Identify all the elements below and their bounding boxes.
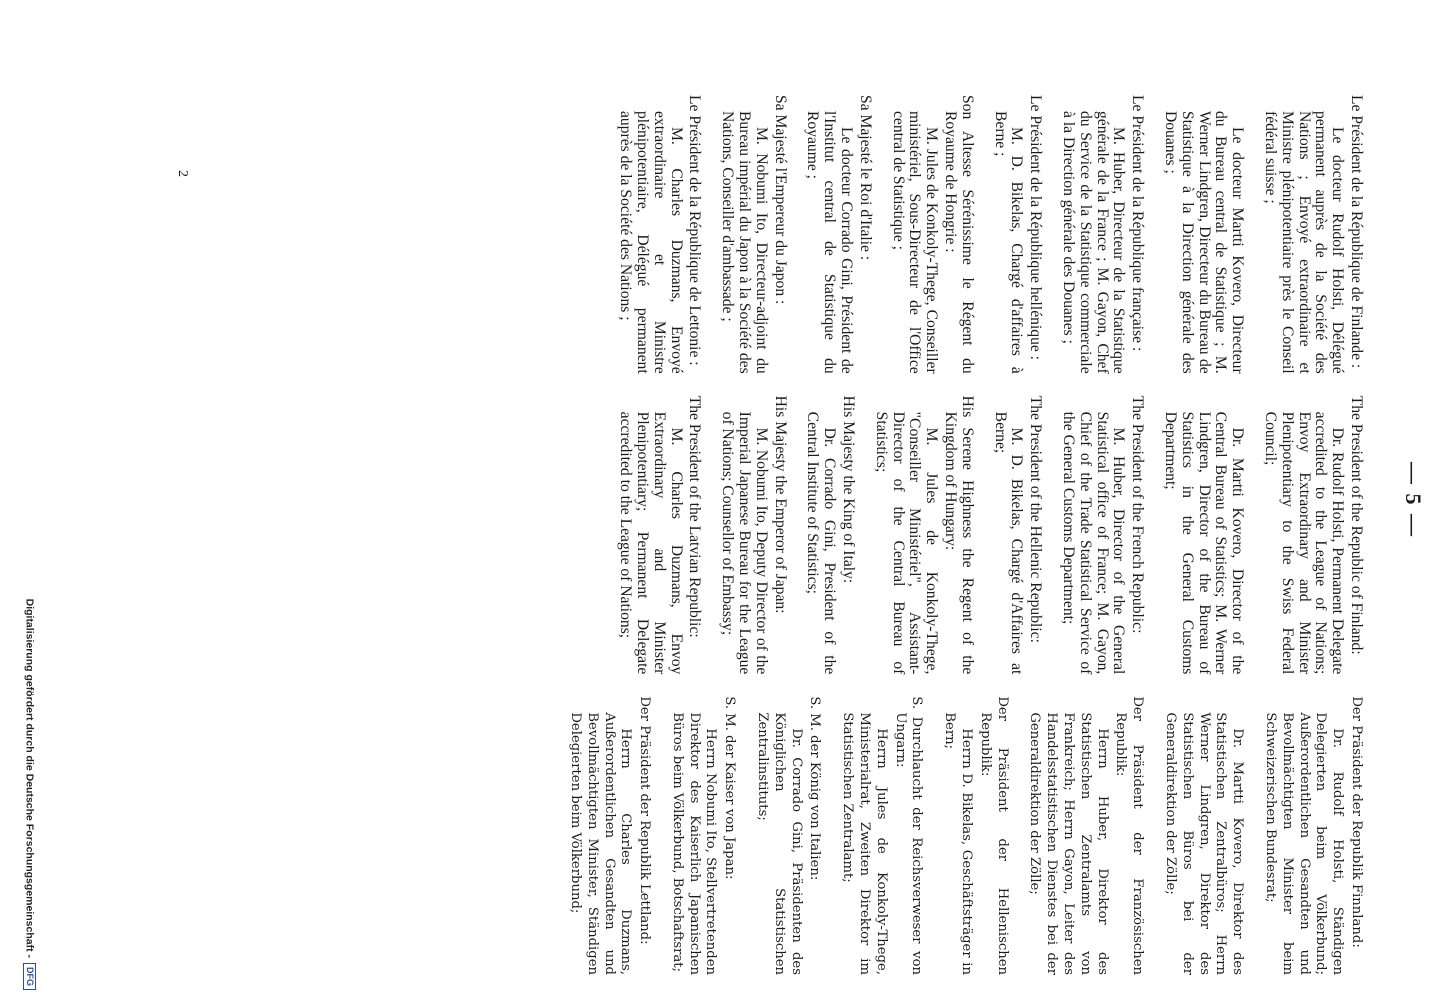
sovereign-heading: The President of the French Republic: <box>1129 395 1147 634</box>
entry-hungary <box>872 396 975 675</box>
delegate-text: M. Huber, Director of the General Statistical office of France; M. Gayon, Chief of the Trade Statistical Service of the General Customs Department; <box>1060 411 1128 675</box>
entry-france <box>1059 95 1145 374</box>
entry-finland-experts <box>1161 696 1245 975</box>
delegate-text: Herrn Nobumi Ito, Stellvertretenden Direktor des Kaiserlich Japanischen Büros beim Völkerbund, Botschaftsrat; <box>669 712 719 976</box>
delegate-text: Dr. Corrado Gini, Präsidenten des Königlichen Statistischen Zentralinstituts; <box>755 712 804 976</box>
entry-latvia <box>617 396 703 675</box>
entry-italy <box>753 696 822 975</box>
delegate-text: Le docteur Martti Kovero, Directeur du Bureau central de Statistique ; M. Werner Lindgren, Directeur du Bureau de Statistique à la Direction générale des Douanes ; <box>1162 111 1247 374</box>
delegate-text: M. D. Bikelas, Chargé d'affaires à Berne ; <box>991 111 1026 374</box>
sovereign-heading: The President of the Republic of Finland: <box>1348 395 1365 655</box>
delegate-text: Dr. Corrado Gini, President of the Central Institute of Statistics; <box>804 411 839 675</box>
delegate-text: M. Nobumi Ito, Deputy Director of the Imperial Japanese Bureau for the League of Nations; Counsellor of Embassy; <box>719 411 770 675</box>
sovereign-heading: Le Président de la République de Finlande : <box>1348 95 1365 369</box>
delegate-text: Herrn Huber, Direktor des Statistischen Zentralamts von Frankreich; Herrn Gayon, Leiter des Handelsstatistischen Dienstes bei der Generaldirektion der Zölle; <box>1027 712 1110 976</box>
entry-latvia <box>566 696 652 975</box>
entry-hungary <box>838 696 924 975</box>
delegate-text: M. Jules de Konkoly-Thege, Conseiller ministériel, Sous-Directeur de l'Office central de Statistique ; <box>889 111 941 374</box>
entry-greece <box>991 396 1043 675</box>
entry-hungary <box>889 95 975 374</box>
delegate-text: M. Nobumi Ito, Directeur-adjoint du Bureau impérial du Japon à la Société des Nations, Conseiller d'ambassade ; <box>719 111 770 374</box>
delegate-text: Herrn D. Bikelas, Geschäftsträger in Bern; <box>942 712 975 976</box>
sovereign-heading: Le Président de la République hellénique : <box>1027 95 1045 361</box>
credit-text: Digitalisierung gefördert durch die Deutsche Forschungsgemeinschaft - <box>23 598 36 958</box>
sovereign-heading: Der Präsident der Republik Lettland: <box>637 696 653 945</box>
delegate-text: M. Jules de Konkoly-Thege, "Conseiller Ministériel", Assistant-Director of the Central Bureau of Statistics; <box>872 411 941 675</box>
delegate-text: Dr. Martti Kovero, Director of the Central Bureau of Statistics; M. Werner Lindgren, Director of the Bureau of Statistics in the General Customs Department; <box>1162 411 1247 675</box>
delegate-text: Dr. Rudolf Holsti, Permanent Delegate accredited to the League of Nations; Envoy Extraordinary and Minister Plenipotentiary to the Swiss Federal Council; <box>1262 411 1347 675</box>
german-column <box>274 696 1364 975</box>
delegate-text: M. Huber, Directeur de la Statistique générale de la France ; M. Gayon, Chef du Service de la Statistique commerciale à la Direction générale des Douanes ; <box>1060 111 1128 374</box>
delegate-text: Herrn Charles Duzmans, Außerordentlichen Gesandten und Bevollmächtigten Minister, Ständigen Delegierten beim Völkerbund; <box>567 712 634 976</box>
entry-finland <box>1261 696 1364 975</box>
entry-greece <box>940 696 1009 975</box>
treaty-columns <box>274 95 1364 975</box>
sovereign-heading: Der Präsident der Republik Finnland: <box>1349 696 1364 948</box>
sovereign-heading: S. M. der König von Italien: <box>807 696 823 881</box>
footnote-number: 2 <box>175 170 190 177</box>
delegate-text: Le docteur Rudolf Holsti, Délégué permanent auprès de la Société des Nations ; Envoyé extraordinaire et Ministre plénipotentiaire près le Conseil fédéral suisse ; <box>1262 111 1347 374</box>
entry-italy <box>804 396 856 675</box>
sovereign-heading: Sa Majesté l'Empereur du Japon : <box>771 95 789 305</box>
entry-japan <box>668 696 737 975</box>
sovereign-heading: His Serene Highness the Regent of the Kingdom of Hungary: <box>942 395 976 675</box>
dfg-logo: DFG <box>23 963 36 990</box>
entry-japan <box>719 95 788 374</box>
entry-france <box>1059 396 1145 675</box>
entry-finland <box>1261 95 1364 374</box>
entry-finland <box>1261 396 1364 675</box>
delegate-text: Le docteur Corrado Gini, Président de l'Institut central de Statistique du Royaume ; <box>804 111 856 374</box>
delegate-text: Herrn Jules de Konkoly-Thege, Ministerialrat, Zweiten Direktor im Statistischen Zentralamt; <box>840 712 889 976</box>
delegate-text: Dr. Martti Kovero, Direktor des Statistischen Zentralbüros; Herrn Werner Lindgren, Direktor des Statistischen Büros bei der Generaldirektion der Zölle; <box>1163 712 1246 976</box>
entry-italy <box>804 95 873 374</box>
delegate-text: M. Charles Duzmans, Envoyé extraordinaire et Ministre plénipotentiaire, Délégué permanent auprès de la Société des Nations ; <box>617 111 685 374</box>
entry-france <box>1026 696 1146 975</box>
sovereign-heading: Der Präsident der Französischen Republik: <box>1113 696 1146 976</box>
sovereign-heading: The President of the Latvian Republic: <box>686 395 704 638</box>
sovereign-heading: S. M. der Kaiser von Japan: <box>722 696 738 880</box>
delegate-text: M. D. Bikelas, Chargé d'Affaires at Berne; <box>991 411 1026 675</box>
sovereign-heading: S. Durchlaucht der Reichsverweser von Ungarn: <box>892 696 925 976</box>
sovereign-heading: Le Président de la République française : <box>1129 95 1147 352</box>
entry-greece <box>991 95 1043 374</box>
delegate-text: M. Charles Duzmans, Envoy Extraordinary and Minister Plenipotentiary; Permanent Delegate accredited to the League of Nations; <box>617 411 685 675</box>
english-column <box>274 396 1364 675</box>
sovereign-heading: Der Präsident der Hellenischen Republik: <box>977 696 1010 976</box>
sovereign-heading: Le Président de la République de Lettonie : <box>686 95 704 366</box>
digitization-credit <box>23 330 36 990</box>
sovereign-heading: His Majesty the Emperor of Japan: <box>771 395 789 614</box>
sovereign-heading: Son Altesse Sérénissime le Régent du Royaume de Hongrie : <box>942 95 976 374</box>
entry-finland-experts <box>1161 95 1245 374</box>
french-column <box>274 95 1364 374</box>
entry-finland-experts <box>1161 396 1245 675</box>
sovereign-heading: His Majesty the King of Italy: <box>840 395 858 584</box>
entry-japan <box>719 396 788 675</box>
sovereign-heading: The President of the Hellenic Republic: <box>1027 395 1045 643</box>
delegate-text: Dr. Rudolf Holsti, Ständigen Delegierten beim Völkerbund; Außerordentlichen Gesandten und Bevollmächtigten Minister beim Schweizerischen Bundesrat; <box>1263 712 1346 976</box>
entry-latvia <box>617 95 703 374</box>
sovereign-heading: Sa Majesté le Roi d'Italie : <box>856 95 874 261</box>
page-number: — 5 — <box>1401 462 1426 538</box>
